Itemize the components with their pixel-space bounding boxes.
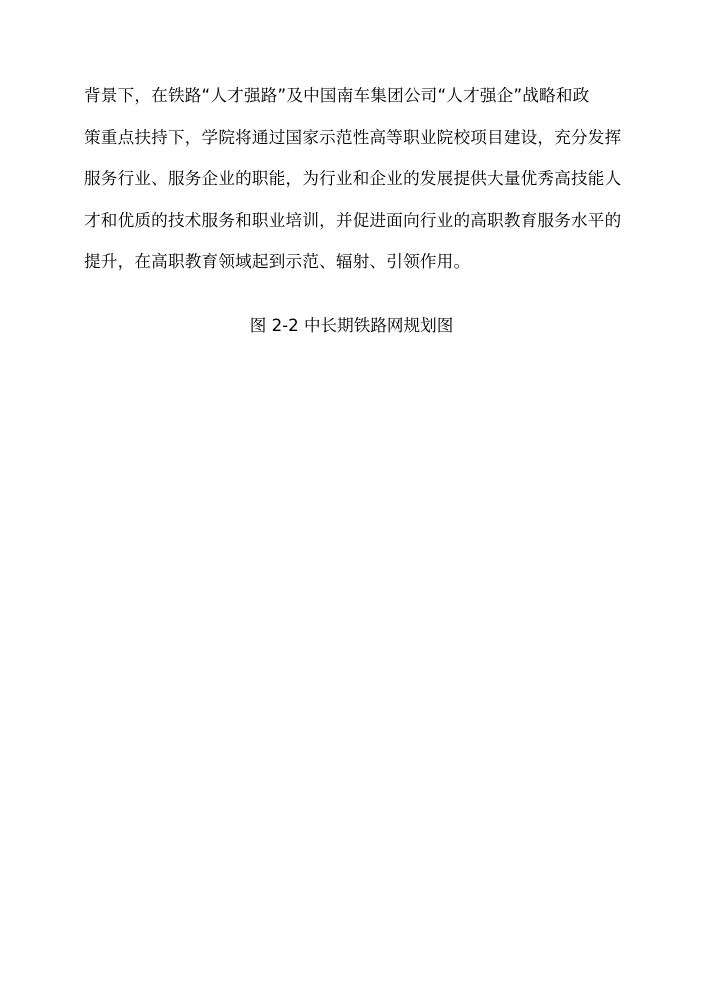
- paragraph-line: 才和优质的技术服务和职业培训，并促进面向行业的高职教育服务水平的: [84, 210, 622, 230]
- figure-caption: 图 2-2 中长期铁路网规划图: [249, 316, 454, 335]
- paragraph-line: 提升，在高职教育领域起到示范、辐射、引领作用。: [84, 252, 471, 271]
- paragraph-line: 背景下，在铁路“人才强路”及中国南车集团公司“人才强企”战略和政: [84, 86, 590, 105]
- paragraph-line: 服务行业、服务企业的职能，为行业和企业的发展提供大量优秀高技能人: [84, 169, 622, 188]
- body-paragraph: [84, 82, 624, 290]
- paragraph-line: 策重点扶持下，学院将通过国家示范性高等职业院校项目建设，充分发挥: [84, 127, 622, 147]
